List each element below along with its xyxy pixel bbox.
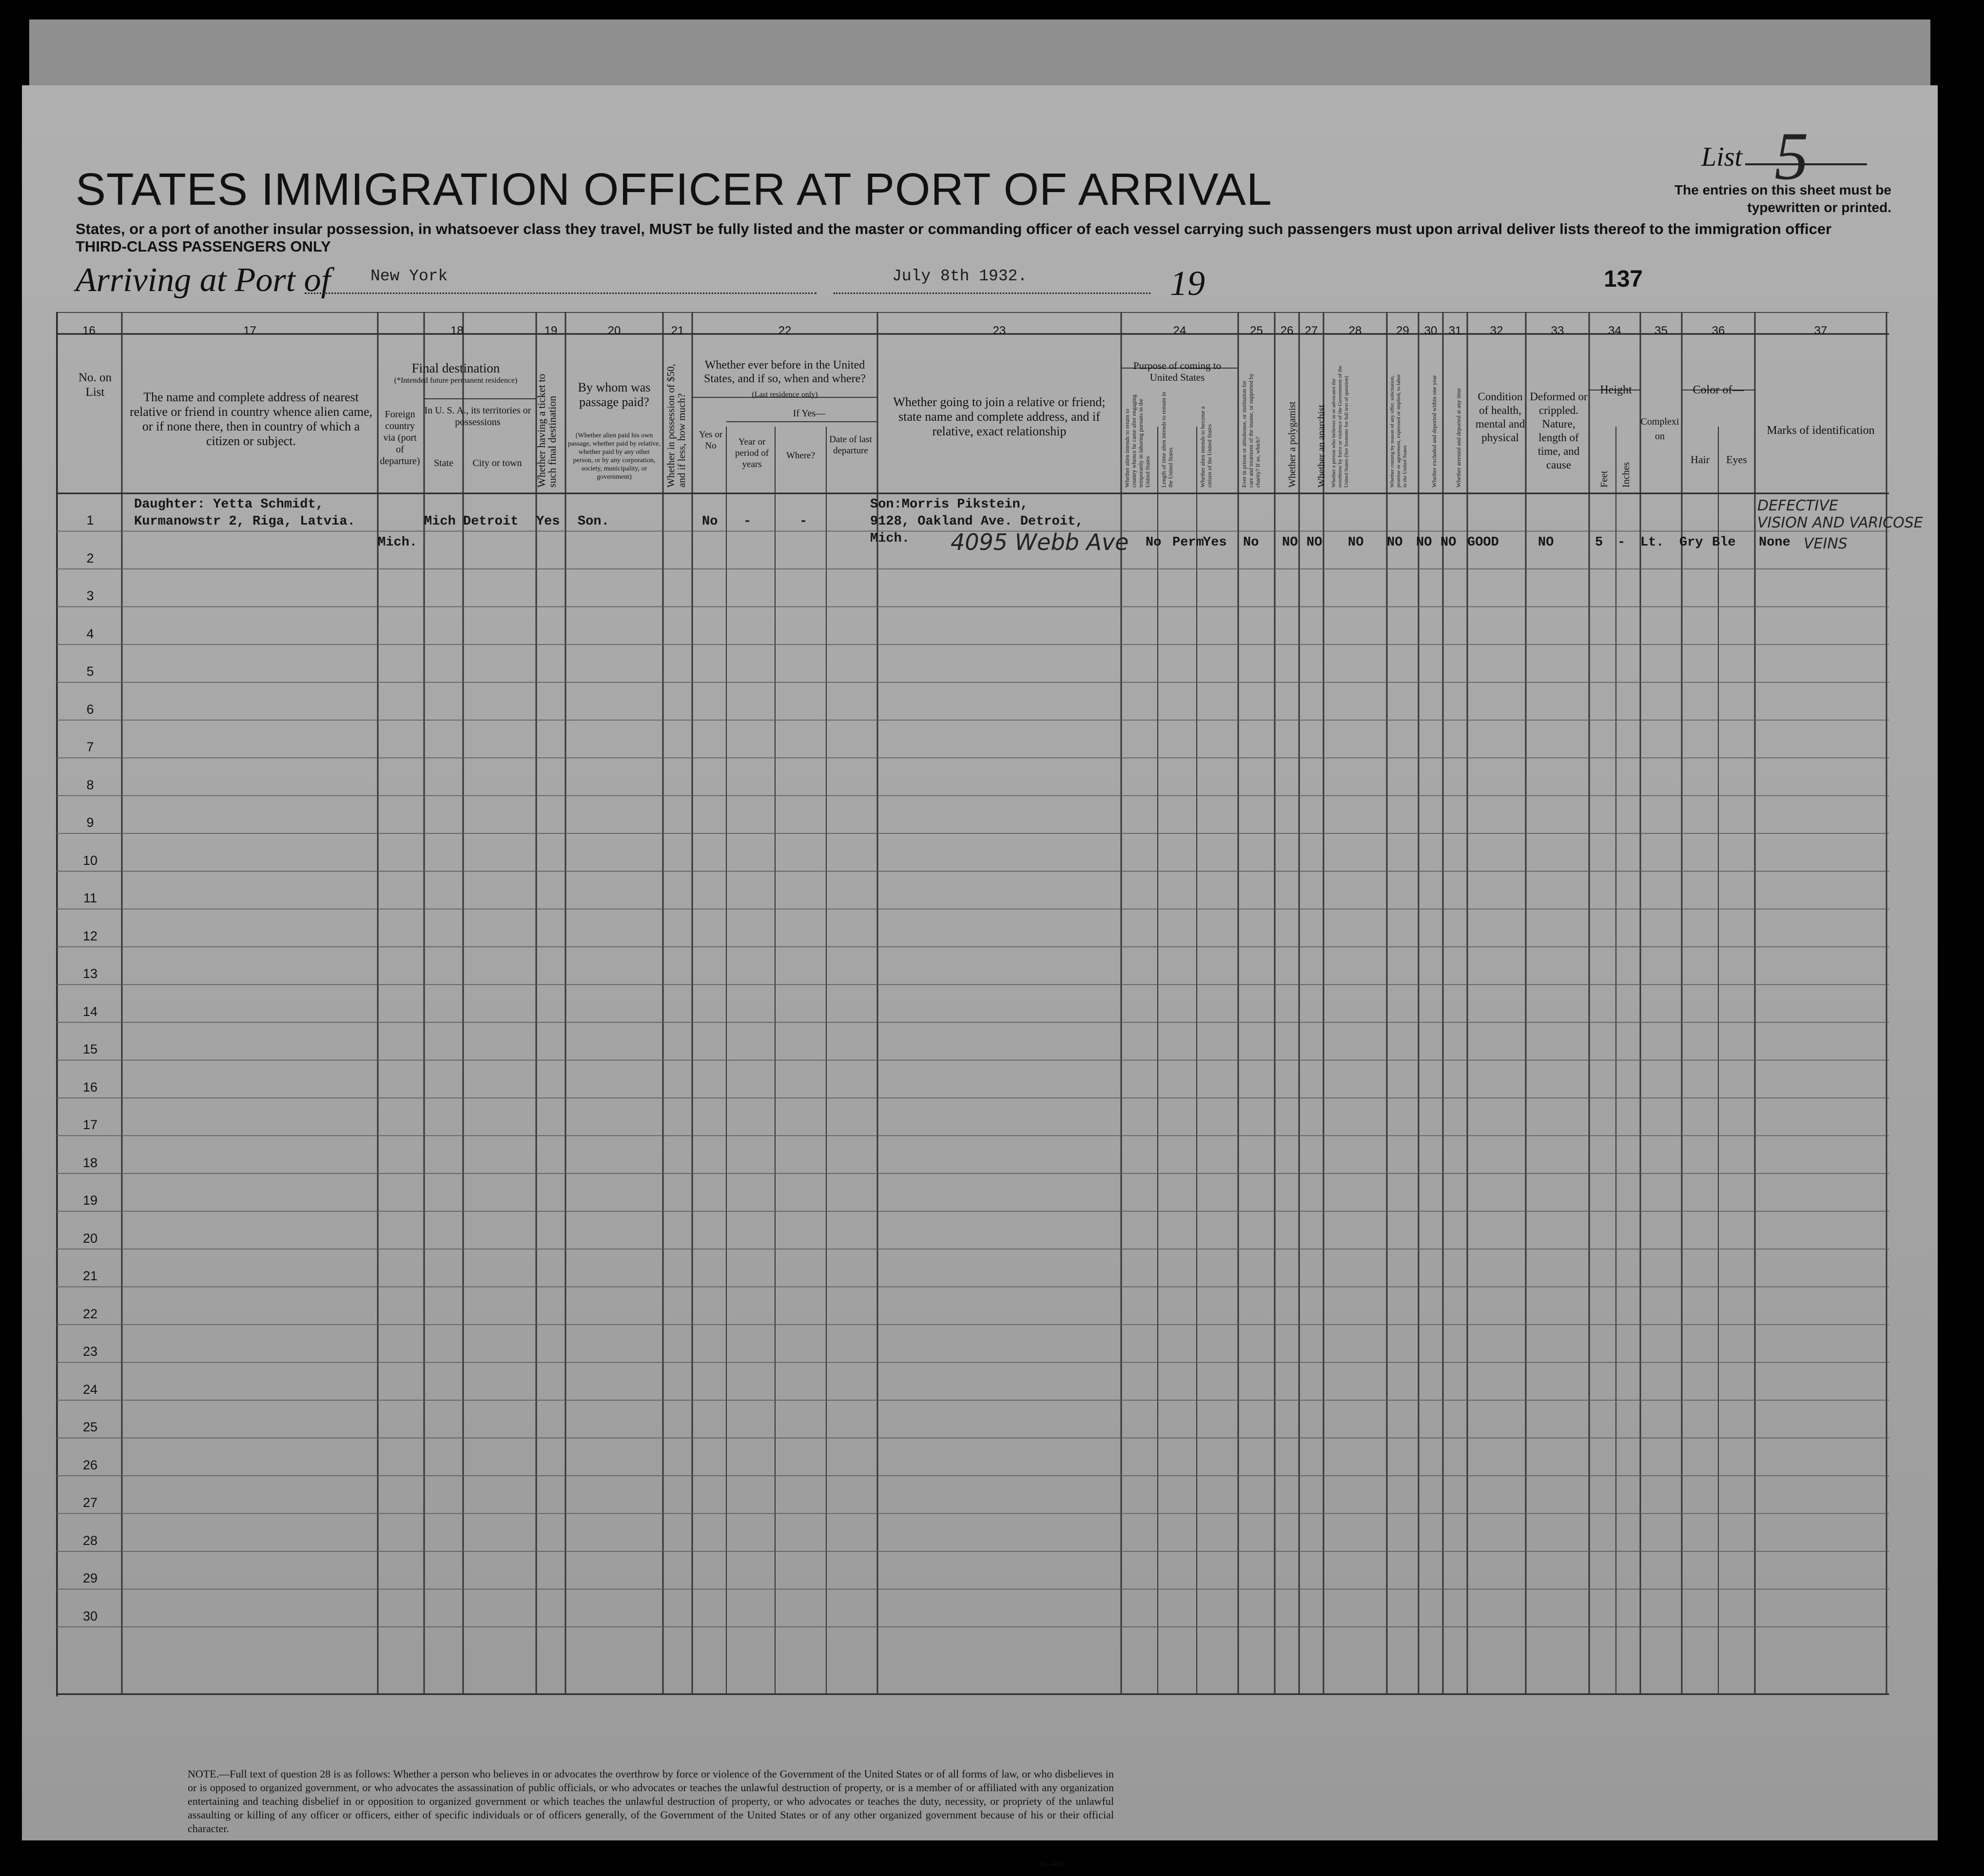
- column-number: 22: [778, 324, 792, 337]
- header-join-relative: Whether going to join a relative or friend; state name and complete address, and if relative, exact relationship: [893, 395, 1106, 438]
- join-line-3: Mich.: [870, 531, 910, 546]
- header-final-destination: Final destination: [411, 361, 500, 375]
- page-title: STATES IMMIGRATION OFFICER AT PORT OF ARRIVAL: [76, 164, 1272, 215]
- marks-handwritten-2: VISION AND VARICOSE: [1757, 514, 1923, 531]
- header-question-28: Whether a person who believes in or advocates the overthrow by force or violence of the Government of the United States (See footnote for full text of question): [1331, 365, 1349, 488]
- header-date-departure: Date of last departure: [829, 434, 872, 456]
- row-number: 14: [82, 1004, 98, 1019]
- relative-line-1: Daughter: Yetta Schmidt,: [134, 497, 324, 512]
- deformed-value: NO: [1538, 535, 1554, 550]
- header-no-on-list: No. on List: [78, 371, 112, 399]
- row-number: 29: [82, 1571, 98, 1585]
- port-line: [305, 293, 817, 294]
- row-number: 18: [82, 1155, 98, 1170]
- header-prison: Ever in prison or almshouse, or institution for care and treatment of the insane, or supported by charity? If so, which?: [1241, 373, 1261, 488]
- header-complexion: Complexion: [1640, 416, 1679, 442]
- column-number: 27: [1304, 324, 1318, 337]
- column-number: 37: [1814, 324, 1828, 337]
- header-height: Height: [1600, 384, 1632, 396]
- row-number: 26: [82, 1457, 98, 1472]
- question-28-value: NO: [1348, 535, 1364, 550]
- row-number: 2: [86, 550, 94, 566]
- return-value: No: [1146, 535, 1162, 550]
- row-number: 25: [82, 1420, 98, 1434]
- year-prefix: 19: [1170, 264, 1205, 303]
- question-31-value: NO: [1440, 535, 1457, 550]
- header-paid-by: By whom was passage paid?: [578, 380, 651, 409]
- row-number: 5: [86, 664, 94, 679]
- header-feet: Feet: [1599, 470, 1610, 488]
- header-length: Length of time alien intends to remain in the United States: [1160, 391, 1174, 488]
- marks-handwritten-3: VEINS: [1804, 535, 1848, 552]
- list-number: 5: [1774, 118, 1809, 194]
- column-number: 36: [1712, 324, 1725, 337]
- row-number: 30: [82, 1608, 98, 1623]
- length-value: Perm: [1172, 535, 1204, 550]
- column-number: 30: [1424, 324, 1438, 337]
- column-number: 29: [1396, 324, 1409, 337]
- header-city: City or town: [472, 458, 522, 469]
- column-number: 33: [1551, 324, 1564, 337]
- column-number: 17: [243, 324, 256, 337]
- row-number: 23: [82, 1344, 98, 1359]
- question-30-value: NO: [1416, 535, 1432, 550]
- header-health: Condition of health, mental and physical: [1475, 391, 1525, 444]
- ticket-value: Yes: [536, 514, 560, 529]
- join-line-2: 9128, Oakland Ave. Detroit,: [870, 514, 1084, 529]
- column-number: 26: [1280, 324, 1294, 337]
- row-number: 6: [86, 702, 94, 717]
- header-hair: Hair: [1690, 453, 1710, 466]
- row-number: 27: [82, 1495, 98, 1510]
- where-value: -: [799, 514, 808, 529]
- header-marks: Marks of identification: [1767, 424, 1875, 437]
- header-question-31: Whether arrested and deported at any time: [1455, 388, 1462, 488]
- state-value: Mich: [424, 514, 456, 529]
- column-number: 25: [1250, 324, 1263, 337]
- form-number: 14—430: [1038, 1860, 1064, 1868]
- row-number: 19: [82, 1193, 98, 1208]
- list-label: List: [1701, 142, 1743, 172]
- polygamist-value: NO: [1282, 535, 1298, 550]
- header-ticket: Whether having a ticket to such final destination: [535, 373, 558, 488]
- row-number: 15: [82, 1042, 98, 1056]
- question-29-value: NO: [1387, 535, 1403, 550]
- column-number: 23: [992, 324, 1006, 337]
- column-number: 16: [82, 324, 96, 337]
- header-paid-by-sub: (Whether alien paid his own passage, whether paid by relative, whether paid by any other person, or by any corporation, society, municipality, or government): [568, 432, 661, 481]
- inches-value: -: [1617, 535, 1626, 550]
- typewritten-note: The entries on this sheet must be typewritten or printed.: [1674, 182, 1891, 215]
- column-number: 21: [671, 324, 684, 337]
- hair-value: Gry: [1679, 535, 1703, 550]
- row-number: 11: [83, 891, 97, 905]
- prison-value: No: [1243, 535, 1259, 550]
- join-line-1: Son:Morris Pikstein,: [870, 497, 1029, 512]
- instruction-line: States, or a port of another insular possession, in whatsoever class they travel, MUST be fully listed and the master or commanding officer of each vessel carrying such passengers must upon arrival deliver lists thereof to the immigration officer: [76, 220, 1832, 237]
- port-value: New York: [370, 267, 448, 285]
- footnote-question-28: NOTE.—Full text of question 28 is as follows: Whether a person who believes in or advocates the overthrow by force or violence of the Government of the United States or of all forms of law, or who disbelieves in or is opposed to organized government, or who advocates the assassination of public officials, or who advocates or teaches the unlawful destruction of property, or is a member of or affiliated with any organization entertaining and teaching disbelief in or opposition to organized government or which teaches the unlawful destruction of property, or who advocates or teaches the duty, necessity, or propriety of the unlawful assaulting or killing of any officer or officers, either of specific individuals or of officers generally, of the Government of the United States or of any other organized government because of his or their official character.: [188, 1768, 1114, 1835]
- header-where: Where?: [786, 450, 816, 461]
- anarchist-value: NO: [1306, 535, 1323, 550]
- row-number: 9: [86, 815, 94, 830]
- row-number: 12: [82, 928, 98, 943]
- row-number: 28: [82, 1533, 98, 1548]
- header-question-30: Whether excluded and deported within one year: [1431, 375, 1438, 488]
- row-number: 20: [82, 1231, 98, 1246]
- health-value: GOOD: [1467, 535, 1499, 550]
- header-relative: The name and complete address of nearest relative or friend in country whence alien came, or if none there, then in country of which a citizen or subject.: [129, 390, 373, 448]
- header-if-yes: If Yes—: [793, 408, 826, 419]
- column-number: 20: [607, 324, 621, 337]
- paid-by-value: Son.: [578, 514, 609, 529]
- column-number: 35: [1654, 324, 1668, 337]
- column-number: 18: [450, 324, 464, 337]
- header-citizen: Whether alien intends to become a citizen of the United States: [1199, 406, 1213, 488]
- header-foreign-country: Foreign country via (port of departure): [380, 409, 420, 467]
- row-number: 22: [82, 1306, 98, 1321]
- complexion-value: Lt.: [1640, 535, 1664, 550]
- header-anarchist: Whether an anarchist: [1316, 405, 1327, 488]
- row-number: 4: [86, 626, 94, 641]
- column-number: 24: [1173, 324, 1187, 337]
- column-number: 28: [1348, 324, 1362, 337]
- header-deformed: Deformed or crippled. Nature, length of time, and cause: [1530, 391, 1588, 471]
- row-number: 3: [86, 588, 94, 603]
- header-purpose: Purpose of coming to United States: [1133, 360, 1222, 383]
- row-number: 8: [86, 777, 94, 792]
- arriving-label: Arriving at Port of: [76, 261, 331, 299]
- row-number: 7: [86, 740, 94, 754]
- date-line: [834, 293, 1150, 294]
- relative-line-2: Kurmanowstr 2, Riga, Latvia.: [134, 514, 355, 529]
- passenger-class-label: THIRD-CLASS PASSENGERS ONLY: [76, 238, 331, 255]
- header-before-in-us: Whether ever before in the United States, and if so, when and where?: [704, 359, 866, 385]
- row-number: 16: [82, 1079, 98, 1094]
- header-state: State: [434, 458, 453, 469]
- citizen-value: Yes: [1203, 535, 1227, 550]
- header-question-29: Whether coming by reason of any offer, solicitation, promise or agreement, expressed or implied, to labor in the United States: [1389, 374, 1408, 488]
- column-number: 19: [544, 324, 558, 337]
- header-final-destination-sub: (*Intended future permanent residence): [394, 376, 518, 385]
- row-number: 1: [86, 513, 94, 528]
- header-last-residence: (Last residence only): [752, 391, 818, 399]
- row-number: 17: [82, 1117, 98, 1132]
- marks-value: None: [1759, 535, 1790, 550]
- years-value: -: [743, 514, 752, 529]
- row-number: 24: [82, 1382, 98, 1397]
- city-value: Detroit: [463, 514, 519, 529]
- header-yes-or-no: Yes or No: [699, 430, 723, 451]
- header-eyes: Eyes: [1726, 453, 1747, 466]
- date-value: July 8th 1932.: [892, 267, 1028, 285]
- feet-value: 5: [1595, 535, 1603, 550]
- column-number: 31: [1448, 324, 1462, 337]
- row-number: 10: [82, 853, 98, 868]
- page-number: 137: [1604, 266, 1643, 292]
- row-number: 13: [82, 966, 98, 981]
- marks-handwritten-1: DEFECTIVE: [1757, 497, 1838, 514]
- header-inches: Inches: [1621, 462, 1632, 488]
- row-number: 21: [82, 1269, 98, 1283]
- header-fifty-dollars: Whether in possession of $50, and if less, how much?: [665, 364, 687, 488]
- before-in-us-value: No: [702, 514, 718, 529]
- column-number: 34: [1608, 324, 1621, 337]
- header-usa: In U. S. A., its territories or possessions: [424, 405, 531, 428]
- foreign-country-value: Mich.: [378, 535, 418, 550]
- eyes-value: Ble: [1712, 535, 1736, 550]
- header-color-of: Color of—: [1692, 384, 1744, 396]
- header-polygamist: Whether a polygamist: [1287, 401, 1298, 488]
- header-years: Year or period of years: [735, 437, 769, 469]
- join-handwritten-address: 4095 Webb Ave: [951, 529, 1129, 555]
- header-return: Whether alien intends to return to country whence he came after engaging temporarily in laboring pursuits in the United States: [1124, 394, 1151, 488]
- column-number: 32: [1490, 324, 1503, 337]
